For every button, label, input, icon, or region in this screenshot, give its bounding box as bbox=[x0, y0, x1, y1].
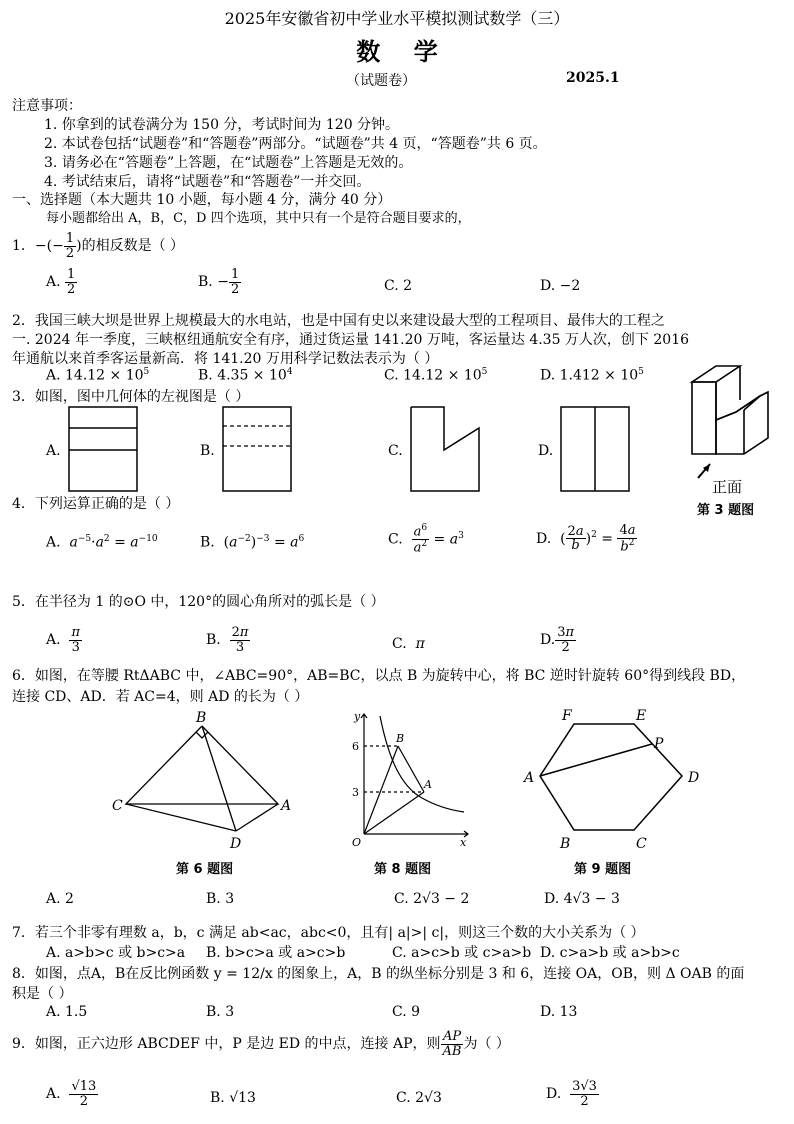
q8-text: 积是（ ） bbox=[12, 986, 73, 1002]
figure-9-caption: 第 9 题图 bbox=[574, 862, 632, 877]
label-3: 3 bbox=[352, 786, 359, 799]
label-x: x bbox=[460, 836, 467, 849]
figure-9 bbox=[520, 706, 720, 856]
label-A: A bbox=[281, 798, 292, 814]
note-item: 2. 本试卷包括“试题卷”和“答题卷”两部分。“试题卷”共 4 页，“答题卷”共 6 页。 bbox=[44, 136, 547, 152]
q3-option-d-label[interactable]: D. bbox=[538, 443, 554, 459]
q5-option-c[interactable]: C. π bbox=[392, 636, 425, 652]
label-B: B bbox=[196, 710, 207, 726]
paper-type: （试题卷） bbox=[346, 73, 416, 89]
q2-option-a[interactable]: A. $14.12 \times 10^5$ bbox=[46, 367, 150, 384]
q6-line: 6．如图，在等腰 RtΔABC 中，∠ABC=90°，AB=BC，以点 B 为旋转中心，将 BC 逆时针旋转 60°得到线段 BD， bbox=[12, 668, 746, 684]
q6-option-d[interactable]: D. 4√3 − 3 bbox=[544, 891, 620, 907]
q5-option-b[interactable]: B. $\frac{2\pi}{3}$ bbox=[206, 625, 249, 655]
q6-option-c[interactable]: C. 2√3 − 2 bbox=[394, 891, 470, 907]
section-title: 一、选择题（本大题共 10 小题，每小题 4 分，满分 40 分） bbox=[12, 192, 392, 208]
label-D: D bbox=[688, 770, 700, 786]
note-item: 1. 你拿到的试卷满分为 150 分，考试时间为 120 分钟。 bbox=[44, 117, 400, 133]
q1-option-a[interactable]: A. $\frac{1}{2}$ bbox=[46, 267, 76, 297]
q3-option-c-label[interactable]: C. bbox=[388, 443, 403, 459]
q8-option-c[interactable]: C. 9 bbox=[392, 1004, 421, 1020]
q1-option-b[interactable]: B. − $\frac{1}{2}$ bbox=[198, 267, 240, 297]
q7-text: 7．若三个非零有理数 a，b，c 满足 ab<ac，abc<0，且有| a|>| c|，则这三个数的大小关系为（ ） bbox=[12, 925, 645, 941]
q3-option-c-figure bbox=[410, 406, 482, 494]
label-O: O bbox=[352, 836, 362, 849]
q7-option-c[interactable]: C. a>c>b 或 c>a>b bbox=[392, 945, 532, 961]
q8-option-d[interactable]: D. 13 bbox=[540, 1004, 578, 1020]
figure-6 bbox=[108, 706, 303, 856]
q8-option-b[interactable]: B. 3 bbox=[206, 1004, 235, 1020]
q2-line: 年通航以来首季客运量新高．将 141.20 万用科学记数法表示为（ ） bbox=[12, 351, 439, 367]
note-item: 3. 请务必在“答题卷”上答题，在“试题卷”上答题是无效的。 bbox=[44, 155, 413, 171]
subject-heading: 数 学 bbox=[356, 38, 438, 66]
label-A: A bbox=[524, 770, 535, 786]
q1-option-c[interactable]: C. 2 bbox=[384, 278, 413, 294]
q4-option-a[interactable]: A. $a^{-5}\cdot a^2 = a^{-10}$ bbox=[46, 534, 158, 551]
q3-caption: 第 3 题图 bbox=[697, 503, 755, 518]
q2-line: 2．我国三峡大坝是世界上规模最大的水电站，也是中国有史以来建设最大型的工程项目、最伟大的工程之 bbox=[12, 313, 665, 329]
q2-line: 一. 2024 年一季度，三峡枢纽通航安全有序，通过货运量 141.20 万吨，客运量达 4.35 万人次，创下 2016 bbox=[12, 332, 690, 348]
q2-option-b[interactable]: B. $4.35 \times 10^4$ bbox=[198, 367, 293, 384]
label-F: F bbox=[562, 708, 572, 724]
q4-option-d[interactable]: D. ( $\frac{2a}{b}$ )$^2$ = $\frac{4a}{b^2}$ bbox=[536, 523, 636, 554]
question-1: 1．−(− $\frac{1}{2}$ )的相反数是（ ） bbox=[12, 231, 185, 261]
q7-option-a[interactable]: A. a>b>c 或 b>c>a bbox=[46, 945, 186, 961]
q3-option-d-figure bbox=[560, 406, 632, 494]
q9-text: 9．如图，正六边形 ABCDEF 中，P 是边 ED 的中点，连接 AP，则 $\frac{AP}{AB}$ 为（ ） bbox=[12, 1029, 510, 1059]
q4-option-c[interactable]: C. $\frac{a^6}{a^2}$ = $a^3$ bbox=[388, 523, 464, 556]
label-A: A bbox=[424, 778, 432, 791]
q9-option-d[interactable]: D. $\frac{3√3}{2}$ bbox=[546, 1079, 597, 1109]
label-B: B bbox=[396, 732, 405, 745]
section-description: 每小题都给出 A，B，C，D 四个选项，其中只有一个是符合题目要求的， bbox=[46, 211, 471, 226]
q8-option-a[interactable]: A. 1.5 bbox=[46, 1004, 88, 1020]
q4-text: 4．下列运算正确的是（ ） bbox=[12, 496, 180, 512]
q3-option-b-figure bbox=[222, 406, 294, 494]
q7-option-b[interactable]: B. b>c>a 或 a>c>b bbox=[206, 945, 346, 961]
q5-option-d[interactable]: D. $\frac{3\pi}{2}$ bbox=[540, 625, 575, 655]
q3-solid-figure bbox=[686, 360, 778, 495]
q9-option-b[interactable]: B. √13 bbox=[210, 1090, 256, 1106]
q9-option-a[interactable]: A. $\frac{√13}{2}$ bbox=[46, 1079, 97, 1109]
label-D: D bbox=[230, 836, 242, 852]
q2-option-d[interactable]: D. $1.412 \times 10^5$ bbox=[540, 367, 644, 384]
q5-option-a[interactable]: A. $\frac{\pi}{3}$ bbox=[46, 625, 81, 655]
q3-option-a-figure bbox=[68, 406, 140, 494]
label-C: C bbox=[112, 798, 123, 814]
label-6: 6 bbox=[352, 740, 359, 753]
q6-option-a[interactable]: A. 2 bbox=[46, 891, 74, 907]
figure-8-caption: 第 8 题图 bbox=[374, 862, 432, 877]
q3-option-b-label[interactable]: B. bbox=[200, 443, 215, 459]
q3-option-a-label[interactable]: A. bbox=[46, 443, 61, 459]
q2-option-c[interactable]: C. $14.12 \times 10^5$ bbox=[384, 367, 488, 384]
q3-text: 3．如图，图中几何体的左视图是（ ） bbox=[12, 389, 250, 405]
label-C: C bbox=[636, 836, 647, 852]
q7-option-d[interactable]: D. c>a>b 或 a>b>c bbox=[540, 945, 680, 961]
notes-heading: 注意事项： bbox=[12, 98, 82, 114]
q1-option-d[interactable]: D. −2 bbox=[540, 278, 581, 294]
figure-8 bbox=[336, 706, 476, 856]
q6-line: 连接 CD、AD．若 AC=4，则 AD 的长为（ ） bbox=[12, 689, 309, 705]
q4-option-b[interactable]: B. $(a^{-2})^{-3} = a^6$ bbox=[200, 534, 305, 551]
q3-front-label: 正面 bbox=[712, 478, 743, 496]
q9-option-c[interactable]: C. 2√3 bbox=[396, 1090, 442, 1106]
label-y: y bbox=[354, 710, 361, 723]
exam-date: 2025.1 bbox=[566, 70, 620, 86]
q5-text: 5．在半径为 1 的⊙O 中，120°的圆心角所对的弧长是（ ） bbox=[12, 594, 385, 610]
label-P: P bbox=[654, 736, 664, 752]
note-item: 4. 考试结束后，请将“试题卷”和“答题卷”一并交回。 bbox=[44, 174, 371, 190]
q6-option-b[interactable]: B. 3 bbox=[206, 891, 235, 907]
exam-title: 2025年安徽省初中学业水平模拟测试数学（三） bbox=[224, 9, 570, 28]
figure-6-caption: 第 6 题图 bbox=[176, 862, 234, 877]
q8-text: 8．如图，点A，B在反比例函数 y = 12/x 的图象上，A，B 的纵坐标分别是 3 和 6，连接 OA，OB，则 Δ OAB 的面 bbox=[12, 966, 745, 982]
label-B: B bbox=[560, 836, 571, 852]
label-E: E bbox=[636, 708, 647, 724]
